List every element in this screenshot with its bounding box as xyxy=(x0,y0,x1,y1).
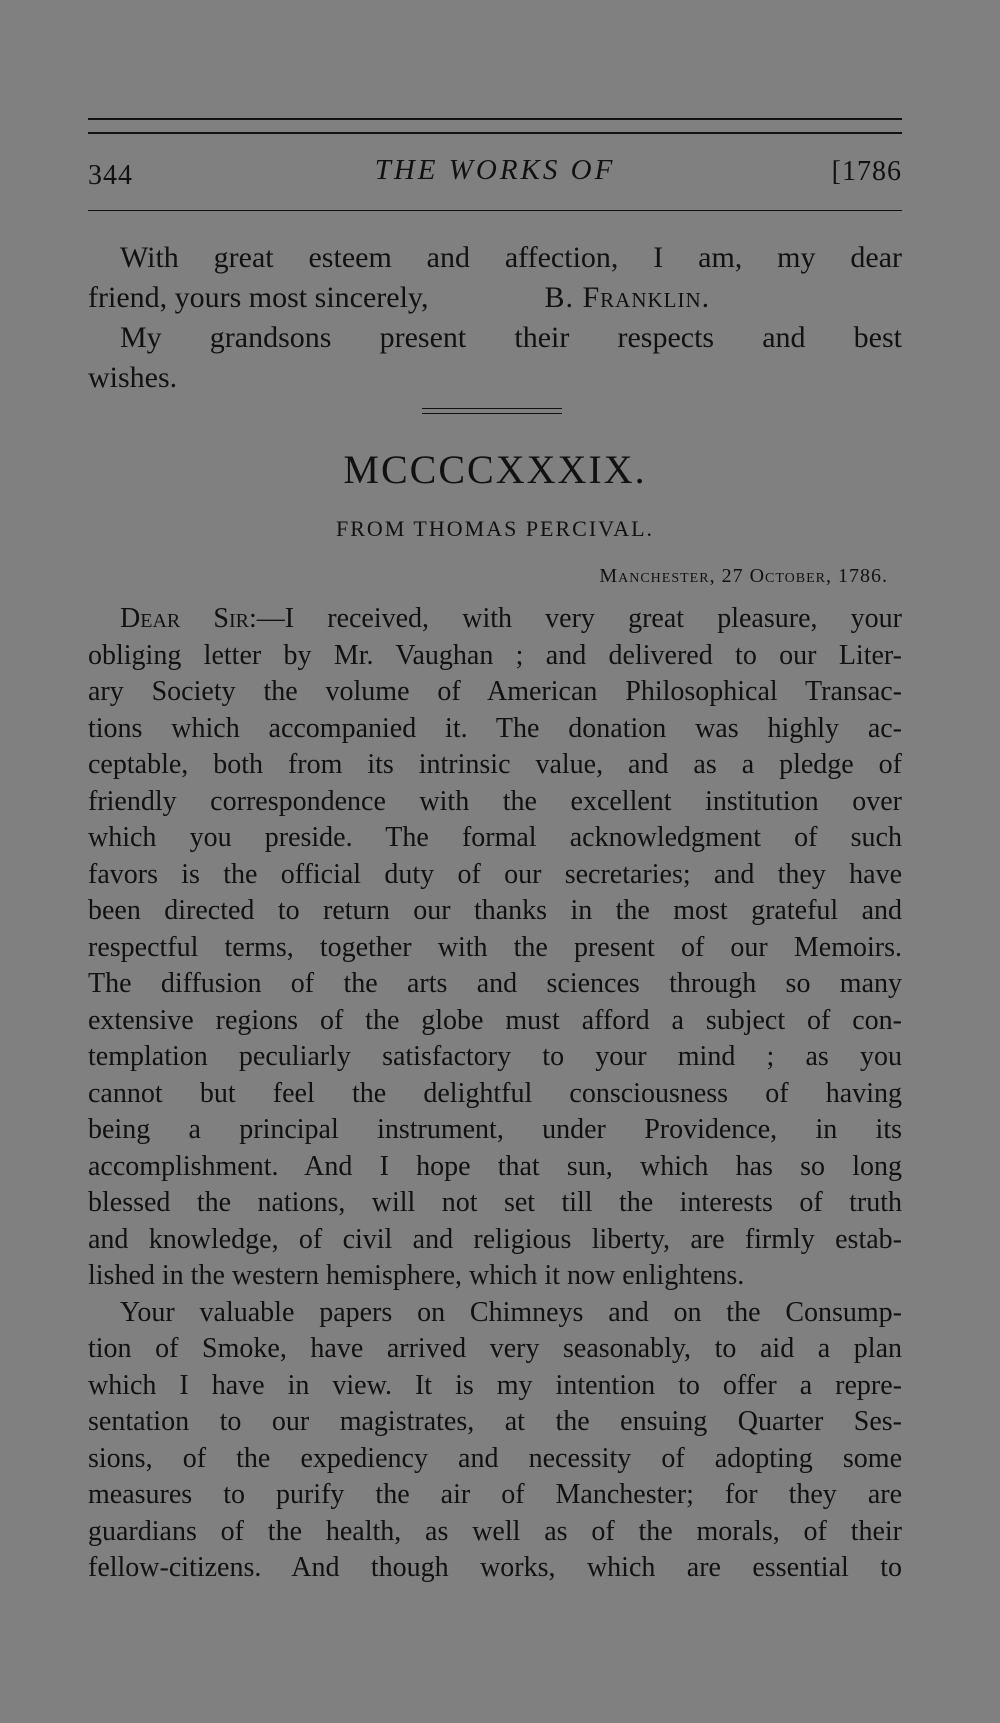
body-line: sions, of the expediency and necessity of adopting some xyxy=(88,1442,902,1474)
body-line: blessed the nations, will not set till the interests of truth xyxy=(88,1187,902,1218)
header-rule xyxy=(88,210,902,211)
postscript-line: wishes. xyxy=(88,361,178,394)
header-year: [1786 xyxy=(831,156,902,187)
salutation: Dear Sir xyxy=(120,603,249,634)
body-line: accomplishment. And I hope that sun, which has so long xyxy=(88,1150,902,1182)
body-line: favors is the official duty of our secretaries; and they have xyxy=(88,858,902,890)
body-line: which I have in view. It is my intention to offer a repre- xyxy=(88,1369,902,1401)
body-line-text: :—I received, with very great pleasure, your xyxy=(248,603,903,634)
closing-text: friend, yours most sincerely, xyxy=(88,281,429,314)
body-line: Your valuable papers on Chimneys and on the Consump- xyxy=(120,1296,902,1328)
closing-line: With great esteem and affection, I am, my dear xyxy=(120,241,902,274)
body-line: sentation to our magistrates, at the ensuing Quarter Ses- xyxy=(88,1406,902,1437)
body-line xyxy=(88,601,902,638)
top-rule-double xyxy=(88,132,902,134)
body-line: templation peculiarly satisfactory to your mind ; as you xyxy=(88,1041,902,1072)
letter-body xyxy=(88,601,902,1587)
body-line: been directed to return our thanks in the most grateful and xyxy=(88,895,902,926)
body-line: ary Society the volume of American Philosophical Transac- xyxy=(88,676,902,707)
running-header xyxy=(88,150,902,196)
body-line: friendly correspondence with the excellent institution over xyxy=(88,785,902,817)
body-line: extensive regions of the globe must afford a subject of con- xyxy=(88,1004,902,1036)
closing-line-signature xyxy=(88,278,902,318)
letter-heading: FROM THOMAS PERCIVAL. xyxy=(335,516,655,541)
closing-paragraph xyxy=(88,238,902,398)
section-separator xyxy=(422,408,562,409)
top-rule xyxy=(88,118,902,120)
body-line: ceptable, both from its intrinsic value, and as a pledge of xyxy=(88,749,902,780)
body-line: tions which accompanied it. The donation was highly ac- xyxy=(88,712,902,744)
body-line: lished in the western hemisphere, which it now enlightens. xyxy=(88,1260,745,1291)
page-number: 344 xyxy=(88,160,133,191)
section-separator-double xyxy=(422,413,562,414)
body-line: respectful terms, together with the present of our Memoirs. xyxy=(88,931,902,963)
running-title: THE WORKS OF xyxy=(374,154,616,186)
dateline: Manchester, 27 October, 1786. xyxy=(599,565,888,587)
body-line: measures to purify the air of Manchester; for they are xyxy=(88,1479,902,1510)
postscript-line: My grandsons present their respects and best xyxy=(120,321,902,354)
body-line: and knowledge, of civil and religious liberty, are firmly estab- xyxy=(88,1223,902,1255)
body-line: tion of Smoke, have arrived very seasonably, to aid a plan xyxy=(88,1333,902,1364)
signature: B. Franklin. xyxy=(544,281,711,314)
body-line: fellow-citizens. And though works, which are essential to xyxy=(88,1552,902,1583)
body-line: obliging letter by Mr. Vaughan ; and delivered to our Liter- xyxy=(88,639,902,671)
letter-number: MCCCCXXXIX. xyxy=(343,447,647,492)
body-line: The diffusion of the arts and sciences through so many xyxy=(88,968,902,999)
body-line: cannot but feel the delightful consciousness of having xyxy=(88,1077,902,1109)
body-line: guardians of the health, as well as of the morals, of their xyxy=(88,1515,902,1547)
body-line: which you preside. The formal acknowledgment of such xyxy=(88,822,902,853)
body-line: being a principal instrument, under Providence, in its xyxy=(88,1114,902,1145)
book-page xyxy=(88,0,902,1723)
